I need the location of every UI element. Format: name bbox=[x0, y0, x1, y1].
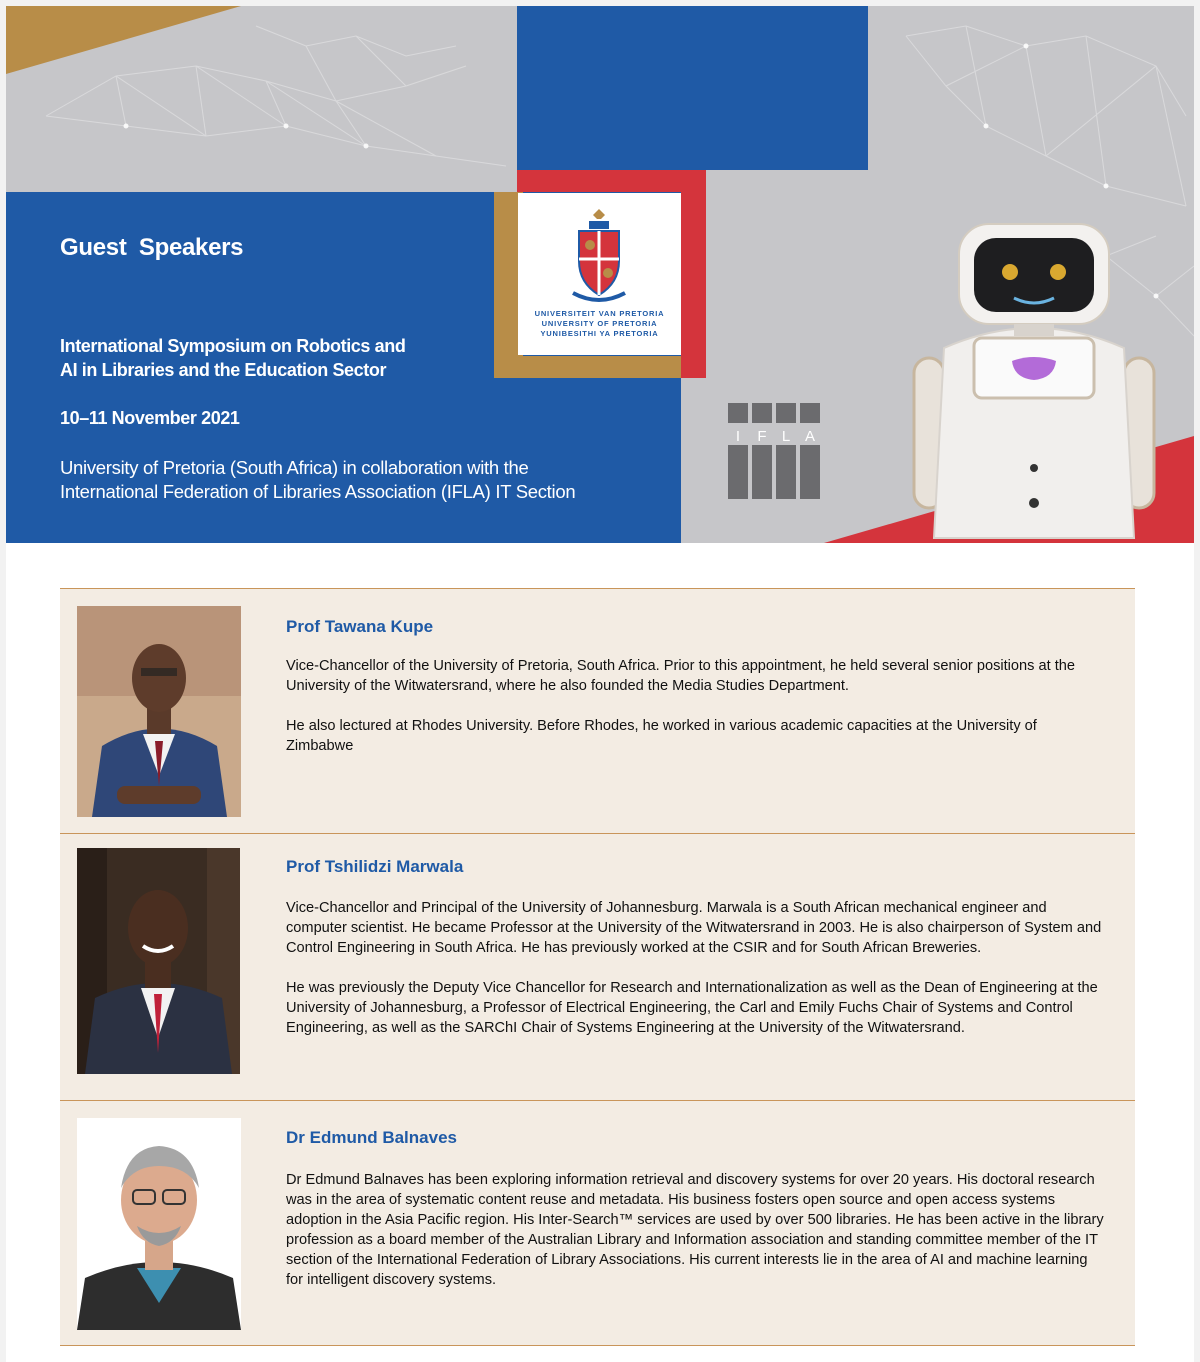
event-title bbox=[60, 334, 480, 382]
speaker-bio-kupe-p2: He also lectured at Rhodes University. Before Rhodes, he worked in various academic capacities at the University of Zimbabwe bbox=[286, 718, 1037, 754]
event-title-line-2: AI in Libraries and the Education Sector bbox=[60, 360, 387, 380]
event-date: 10–11 November 2021 bbox=[60, 408, 240, 428]
speaker-bio-marwala-p2: He was previously the Deputy Vice Chancellor for Research and Internationalization as well as the Dean of Engineering at the University of Johannesburg, a Professor of Electrical Engineering, the Carl and Emily Fuchs Chair of Systems and Control Engineering, as well as the SARChI Chair of Systems Engineering at the University of the Witwatersrand. bbox=[286, 980, 1098, 1036]
speaker-photo-kupe bbox=[77, 606, 241, 817]
page-title: Guest Speakers bbox=[60, 234, 244, 261]
event-description bbox=[60, 456, 660, 504]
blue-square-block bbox=[517, 6, 868, 170]
event-description-line-1: University of Pretoria (South Africa) in collaboration with the bbox=[60, 457, 529, 478]
ifla-letter-i: I bbox=[735, 428, 741, 445]
robot-image bbox=[904, 218, 1164, 543]
speaker-name-kupe: Prof Tawana Kupe bbox=[286, 617, 434, 636]
header-banner bbox=[6, 6, 1194, 543]
speaker-bio-marwala-p1: Vice-Chancellor and Principal of the University of Johannesburg. Marwala is a South African mechanical engineer and computer scientist. He became Professor at the University of the Witwatersrand in 2003. He is also chairperson of System and Control Engineering in South Africa. He has previously worked at the CSIR and for South African Breweries. bbox=[286, 900, 1102, 956]
speaker-photo-marwala bbox=[77, 848, 240, 1074]
bottom-divider bbox=[60, 1345, 1135, 1346]
university-logo bbox=[518, 193, 681, 355]
speaker-card-kupe bbox=[60, 588, 1135, 833]
red-accent-side bbox=[681, 170, 706, 378]
event-title-line-1: International Symposium on Robotics and bbox=[60, 336, 406, 356]
speaker-photo-balnaves bbox=[77, 1118, 241, 1330]
speaker-name-balnaves: Dr Edmund Balnaves bbox=[286, 1128, 457, 1147]
speaker-bio-kupe bbox=[286, 656, 1106, 776]
speaker-bio-balnaves bbox=[286, 1170, 1106, 1310]
ifla-letter-l: L bbox=[781, 428, 791, 445]
gold-accent-bottom bbox=[494, 356, 681, 378]
university-name-text bbox=[518, 309, 681, 339]
speaker-bio-marwala bbox=[286, 898, 1106, 1058]
event-description-line-2: International Federation of Libraries Association (IFLA) IT Section bbox=[60, 481, 576, 502]
university-crest-icon bbox=[571, 209, 627, 305]
speaker-bio-kupe-p1: Vice-Chancellor of the University of Pretoria, South Africa. Prior to this appointment, he held several senior positions at the University of the Witwatersrand, where he also founded the Media Studies Department. bbox=[286, 658, 1076, 694]
speaker-card-balnaves bbox=[60, 1100, 1135, 1346]
logo-line-english: UNIVERSITY OF PRETORIA bbox=[541, 319, 658, 328]
ifla-letter-a: A bbox=[804, 428, 816, 445]
logo-line-sepedi: YUNIBESITHI YA PRETORIA bbox=[540, 329, 659, 338]
speaker-name-marwala: Prof Tshilidzi Marwala bbox=[286, 857, 464, 876]
ifla-letter-f: F bbox=[757, 428, 767, 445]
logo-line-afrikaans: UNIVERSITEIT VAN PRETORIA bbox=[534, 309, 665, 318]
speaker-bio-balnaves-p1: Dr Edmund Balnaves has been exploring information retrieval and discovery systems for over 20 years. His doctoral research was in the area of systematic content reuse and metadata. His business fosters open source and open access systems adoption in the Asia Pacific region. His Inter-Search™ services are used by over 500 libraries. He has been active in the library profession as a board member of the Australian Library and Information association and standing committee member of the IT section of the International Federation of Library Associations. His current interests lie in the area of AI and machine learning for intelligent discovery systems. bbox=[286, 1172, 1104, 1288]
speaker-card-marwala bbox=[60, 833, 1135, 1100]
ifla-logo bbox=[728, 403, 820, 499]
page-frame-right bbox=[1194, 0, 1200, 1362]
